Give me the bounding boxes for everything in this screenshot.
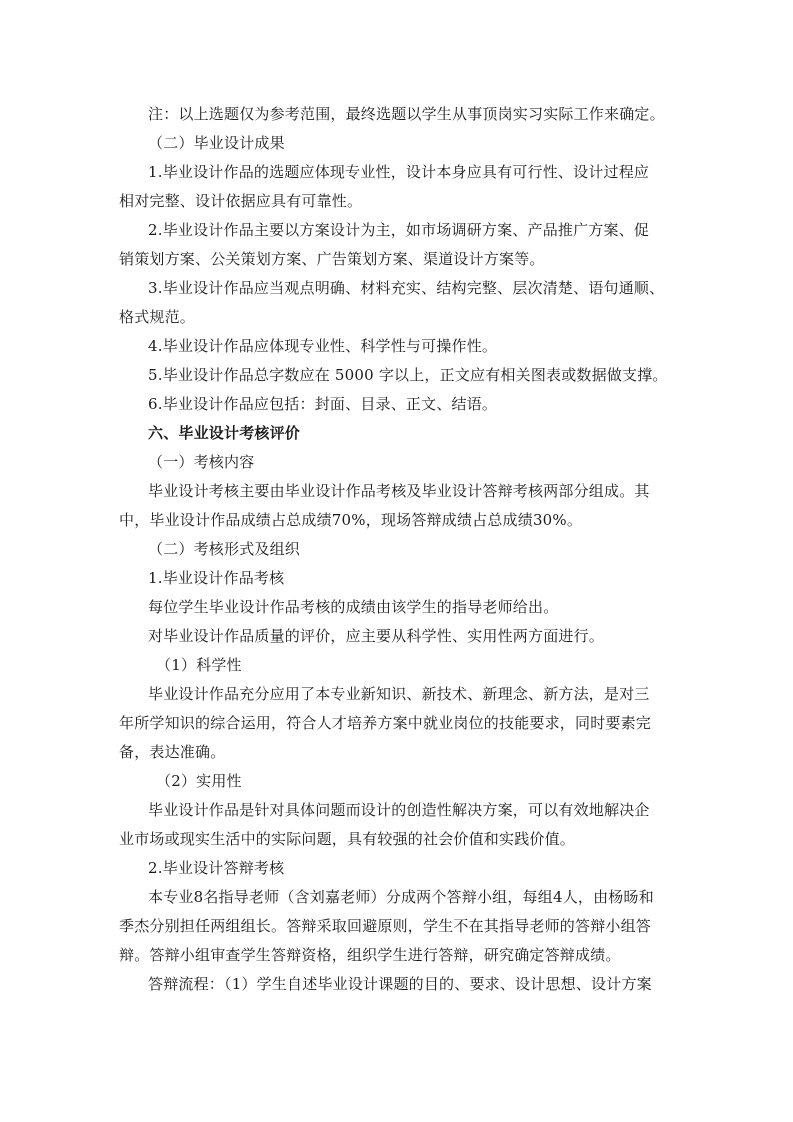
paragraph-line: 4.毕业设计作品应体现专业性、科学性与可操作性。 — [148, 337, 498, 355]
paragraph-line: 毕业设计考核主要由毕业设计作品考核及毕业设计答辩考核两部分组成。其 — [148, 482, 650, 500]
paragraph-line: 5.毕业设计作品总字数应在 5000 字以上，正文应有相关图表或数据做支撑。 — [148, 366, 668, 384]
subheading-work-assessment: 1.毕业设计作品考核 — [148, 569, 285, 587]
paragraph-line: 销策划方案、公关策划方案、广告策划方案、渠道设计方案等。 — [119, 250, 545, 268]
section-heading-assessment: 六、毕业设计考核评价 — [148, 424, 301, 442]
note-line: 注：以上选题仅为参考范围，最终选题以学生从事顶岗实习实际工作来确定。 — [148, 105, 665, 123]
paragraph-line: 6.毕业设计作品应包括：封面、目录、正文、结语。 — [148, 395, 498, 413]
paragraph-line: 本专业8名指导老师（含刘嘉老师）分成两个答辩小组，每组4人，由杨旸和 — [148, 888, 654, 906]
paragraph-line: 2.毕业设计作品主要以方案设计为主，如市场调研方案、产品推广方案、促 — [148, 221, 650, 239]
paragraph-line: 辩。答辩小组审查学生答辩资格，组织学生进行答辩，研究确定答辩成绩。 — [119, 946, 621, 964]
subheading-defense-assessment: 2.毕业设计答辩考核 — [148, 859, 285, 877]
paragraph-line: 3.毕业设计作品应当观点明确、材料充实、结构完整、层次清楚、语句通顺、 — [148, 279, 665, 297]
paragraph-line: 毕业设计作品是针对具体问题而设计的创造性解决方案，可以有效地解决企 — [148, 801, 650, 819]
paragraph-line: 季杰分别担任两组组长。答辩采取回避原则，学生不在其指导老师的答辩小组答 — [119, 917, 652, 935]
subheading-assessment-form: （二）考核形式及组织 — [148, 540, 301, 558]
paragraph-line: 中，毕业设计作品成绩占总成绩70%，现场答辩成绩占总成绩30%。 — [119, 511, 583, 529]
paragraph-line: 1.毕业设计作品的选题应体现专业性，设计本身应具有可行性、设计过程应 — [148, 163, 650, 181]
paragraph-line: 格式规范。 — [119, 308, 196, 326]
subheading-graduation-results: （二）毕业设计成果 — [148, 134, 285, 152]
paragraph-line: 相对完整、设计依据应具有可靠性。 — [119, 192, 363, 210]
paragraph-line: 业市场或现实生活中的实际问题，具有较强的社会价值和实践价值。 — [119, 830, 576, 848]
paragraph-line: 毕业设计作品充分应用了本专业新知识、新技术、新理念、新方法，是对三 — [148, 685, 650, 703]
subheading-scientific: （1）科学性 — [156, 656, 242, 674]
subheading-assessment-content: （一）考核内容 — [148, 453, 255, 471]
subheading-practical: （2）实用性 — [156, 772, 242, 790]
paragraph-line: 答辩流程：（1）学生自述毕业设计课题的目的、要求、设计思想、设计方案 — [148, 975, 652, 993]
paragraph-line: 每位学生毕业设计作品考核的成绩由该学生的指导老师给出。 — [148, 598, 559, 616]
paragraph-line: 备，表达准确。 — [119, 743, 226, 761]
paragraph-line: 对毕业设计作品质量的评价，应主要从科学性、实用性两方面进行。 — [148, 627, 605, 645]
paragraph-line: 年所学知识的综合运用，符合人才培养方案中就业岗位的技能要求，同时要素完 — [119, 714, 652, 732]
